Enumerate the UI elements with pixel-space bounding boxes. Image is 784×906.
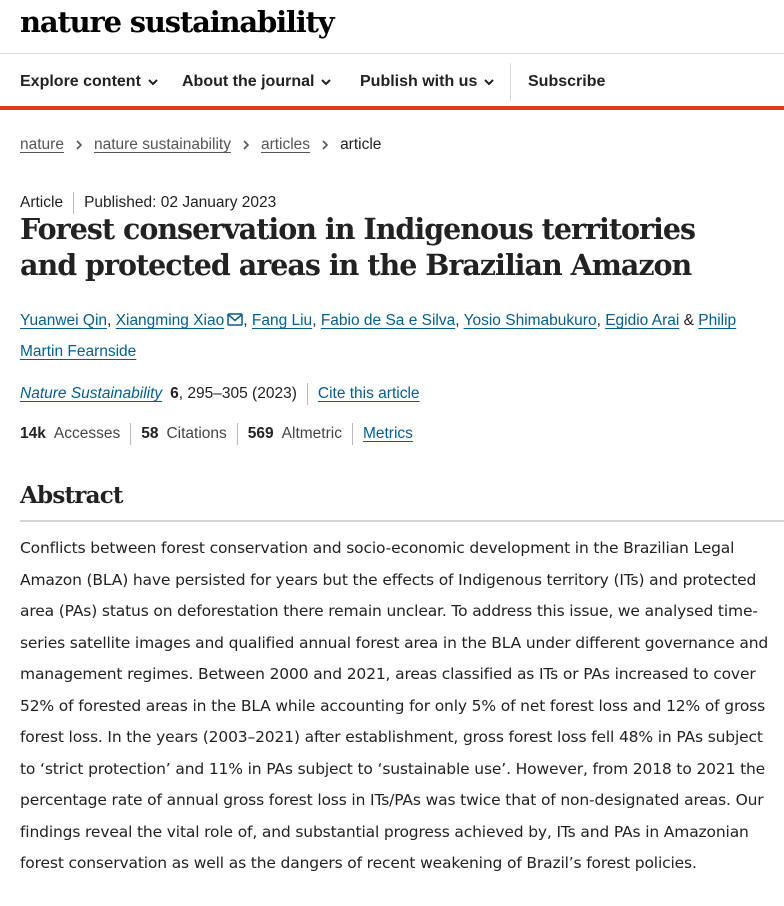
altmetric-score: 569 xyxy=(247,425,274,442)
breadcrumb-articles[interactable]: articles xyxy=(260,136,311,153)
volume: 6 xyxy=(170,385,179,402)
author-link[interactable]: Xiangming Xiao xyxy=(115,312,225,329)
nav-about-journal-label: About the journal xyxy=(182,73,315,90)
email-icon[interactable] xyxy=(227,313,243,326)
accesses-label: Accesses xyxy=(53,425,121,442)
accesses-count: 14k xyxy=(20,425,46,442)
article-metrics xyxy=(20,423,413,445)
metrics-link[interactable]: Metrics xyxy=(362,425,413,442)
breadcrumb xyxy=(20,136,381,154)
divider xyxy=(307,383,308,405)
chevron-down-icon xyxy=(483,76,495,88)
citations-count: 58 xyxy=(141,425,159,442)
published-date: Published: 02 January 2023 xyxy=(84,194,277,211)
nav-publish-with-us[interactable] xyxy=(360,73,495,91)
author-list: Yuanwei Qin, Xiangming Xiao , Fang Liu, Fabio de Sa e Silva, Yosio Shimabukuro, Egidio Arai & Philip Martin Fearnside xyxy=(20,312,737,360)
cite-this-article-link[interactable]: Cite this article xyxy=(317,385,420,402)
citations-label: Citations xyxy=(166,425,227,442)
journal-logo[interactable]: nature sustainability xyxy=(20,5,334,39)
nav-about-journal[interactable] xyxy=(182,73,332,91)
pages-year: , 295–305 (2023) xyxy=(178,385,297,402)
nav-explore-content-label: Explore content xyxy=(20,73,141,90)
main-navigation xyxy=(0,54,784,110)
nav-divider xyxy=(510,63,511,101)
author-link[interactable]: Philip Martin Fearnside xyxy=(20,312,737,360)
citation-line xyxy=(20,383,420,405)
article-title: Forest conservation in Indigenous territories and protected areas in the Brazilian Amazon xyxy=(20,212,696,282)
author-link[interactable]: Egidio Arai xyxy=(605,312,680,329)
abstract-heading: Abstract xyxy=(20,482,123,509)
divider xyxy=(352,423,353,445)
chevron-down-icon xyxy=(147,76,159,88)
chevron-down-icon xyxy=(320,76,332,88)
divider xyxy=(237,423,238,445)
abstract-text: Conflicts between forest conservation and socio-economic development in the Brazilian Legal Amazon (BLA) have persisted for years but the effects of Indigenous territory (ITs) and protected area (PAs) status on deforestation there remain unclear. To address this issue, we analysed time-series satellite images and qualified annual forest area in the BLA under different governance and management regimes. Between 2000 and 2021, areas classified as ITs or PAs increased to cover 52% of forested areas in the BLA while accounting for only 5% of net forest loss and 12% of gross forest loss. In the years (2003–2021) after establishment, gross forest loss fell 48% in PAs subject to ‘strict protection’ and 11% in PAs subject to ‘sustainable use’. However, from 2018 to 2021 the percentage rate of annual gross forest loss in ITs/PAs was twice that of non-designated areas. Our findings reveal the vital role of, and substantial progress achieved by, ITs and PAs in Amazonian forest conservation as well as the dangers of recent weakening of Brazil’s forest policies. xyxy=(20,539,769,872)
altmetric-label: Altmetric xyxy=(281,425,342,442)
breadcrumb-current: article xyxy=(340,136,382,153)
author-link[interactable]: Yuanwei Qin xyxy=(20,312,108,329)
author-link[interactable]: Fang Liu xyxy=(251,312,313,329)
journal-link[interactable]: Nature Sustainability xyxy=(20,385,163,402)
author-link[interactable]: Yosio Shimabukuro xyxy=(463,312,597,329)
chevron-right-icon xyxy=(320,139,330,151)
article-type: Article xyxy=(20,194,64,211)
breadcrumb-nature[interactable]: nature xyxy=(20,136,64,153)
breadcrumb-nature-sustainability[interactable]: nature sustainability xyxy=(93,136,231,153)
section-divider xyxy=(20,520,784,522)
nav-publish-with-us-label: Publish with us xyxy=(360,73,478,90)
nav-subscribe[interactable]: Subscribe xyxy=(528,73,606,90)
site-header xyxy=(0,0,784,54)
chevron-right-icon xyxy=(241,139,251,151)
author-link[interactable]: Fabio de Sa e Silva xyxy=(320,312,456,329)
divider xyxy=(130,423,131,445)
nav-explore-content[interactable] xyxy=(20,73,159,91)
chevron-right-icon xyxy=(74,139,84,151)
